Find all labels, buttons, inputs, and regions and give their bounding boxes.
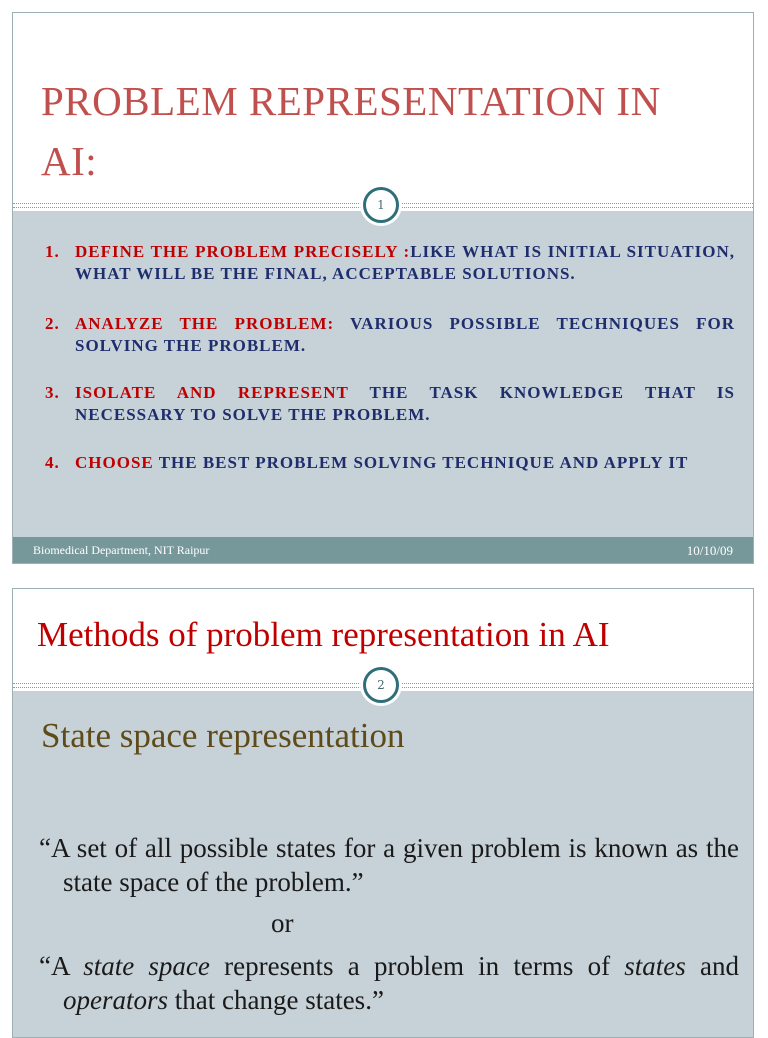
slide-1-content: [13, 211, 753, 563]
list-item-highlight: ISOLATE AND REPRESENT: [75, 383, 349, 402]
list-item-text: THE TASK KNOWLEDGE THAT IS NECESSARY TO SOLVE THE PROBLEM.: [75, 383, 735, 424]
list-item-text: LIKE WHAT IS INITIAL SITUATION, WHAT WILL BE THE FINAL, ACCEPTABLE SOLUTIONS.: [75, 242, 735, 283]
list-item: [45, 382, 735, 426]
list-item-text: VARIOUS POSSIBLE TECHNIQUES FOR SOLVING THE PROBLEM.: [75, 314, 736, 355]
list-item-number: 2.: [45, 314, 60, 333]
slide-2: [12, 588, 754, 1038]
list-item-highlight: CHOOSE: [75, 453, 154, 472]
term-states: states: [624, 951, 686, 981]
slide-2-content: [13, 691, 753, 1037]
list-item-number: 3.: [45, 383, 60, 402]
slide-2-number-badge: 2: [363, 667, 399, 703]
definition-quote-1: “A set of all possible states for a given problem is known as the state space of the problem.”: [39, 833, 739, 897]
slide-1-footer: [13, 537, 753, 563]
list-item-highlight: DEFINE THE PROBLEM PRECISELY :: [75, 242, 411, 261]
list-item: [45, 313, 735, 357]
list-item-text: THE BEST PROBLEM SOLVING TECHNIQUE AND APPLY IT: [153, 453, 689, 472]
list-item-highlight: ANALYZE THE PROBLEM:: [75, 314, 335, 333]
term-operators: operators: [63, 985, 169, 1015]
list-item: [45, 241, 735, 285]
slide-2-title: Methods of problem representation in AI: [37, 615, 610, 654]
or-separator: or: [271, 908, 294, 938]
slide-1-title: PROBLEM REPRESENTATION IN AI:: [41, 78, 661, 184]
steps-list: [45, 241, 735, 502]
slide-1-title-area: [13, 13, 753, 205]
slide-1-number-badge: 1: [363, 187, 399, 223]
definition-quote-2: “A state space represents a problem in terms of states and operators that change states.”: [39, 951, 740, 1015]
list-item: [45, 452, 735, 474]
slide-1: [12, 12, 754, 564]
footer-department: Biomedical Department, NIT Raipur: [33, 543, 210, 557]
slide-2-subheading: State space representation: [41, 716, 405, 755]
list-item-number: 4.: [45, 453, 60, 472]
term-state-space: state space: [83, 951, 210, 981]
list-item-number: 1.: [45, 242, 60, 261]
footer-date: 10/10/09: [686, 543, 733, 558]
